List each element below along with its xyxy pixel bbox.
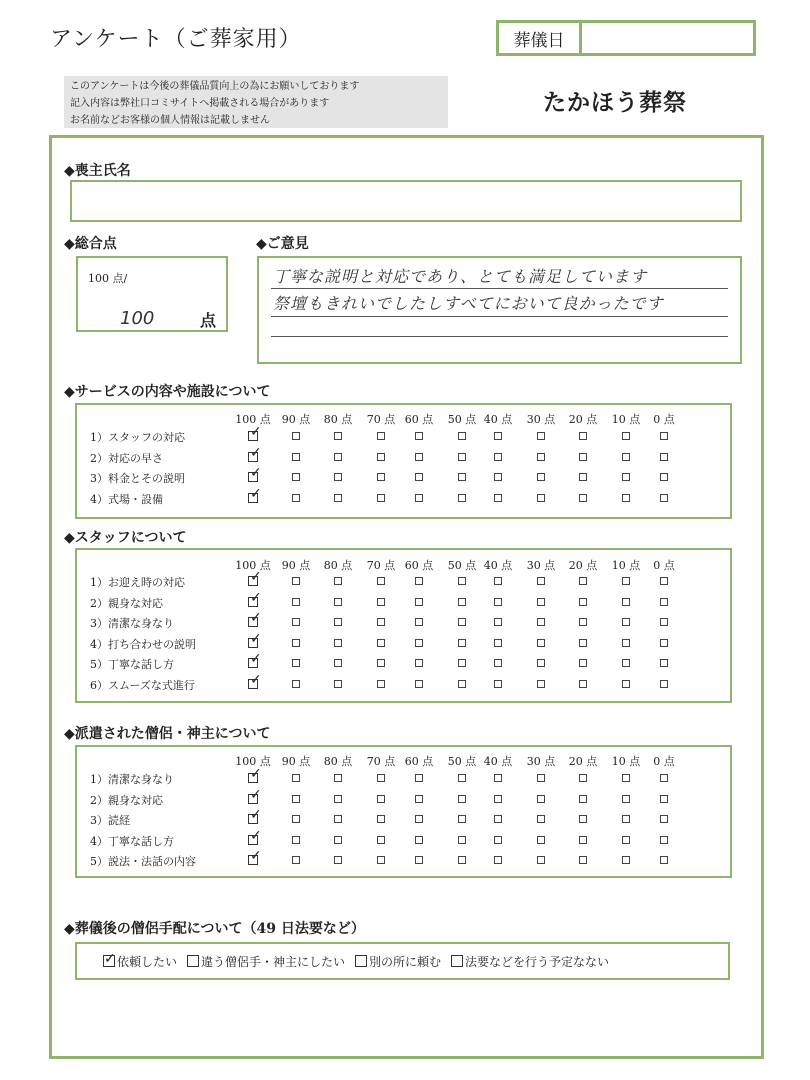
rating-checkbox[interactable] <box>458 836 466 844</box>
rating-checkbox[interactable] <box>377 659 385 667</box>
check-mark-icon: ✓ <box>250 610 262 626</box>
option-checkbox[interactable] <box>187 955 199 967</box>
rating-checkbox[interactable] <box>415 577 423 585</box>
rating-checkbox[interactable] <box>415 795 423 803</box>
rating-checkbox[interactable] <box>415 774 423 782</box>
total-score-box <box>76 256 228 332</box>
rating-checkbox[interactable] <box>292 432 300 440</box>
total-score-label: ◆総合点 <box>64 236 117 252</box>
rating-checkbox[interactable] <box>494 856 502 864</box>
option-label: 依頼したい <box>117 954 178 969</box>
rating-checkbox[interactable] <box>579 680 587 688</box>
rating-checkbox[interactable] <box>458 598 466 606</box>
rating-checkbox[interactable] <box>377 639 385 647</box>
rating-checkbox[interactable] <box>622 432 630 440</box>
rating-checkbox[interactable] <box>537 577 545 585</box>
rating-checkbox[interactable] <box>415 639 423 647</box>
rating-checkbox[interactable] <box>377 453 385 461</box>
rating-checkbox[interactable] <box>494 836 502 844</box>
check-mark-icon: ✓ <box>250 589 262 606</box>
scale-header: 70 点 <box>366 755 396 768</box>
rating-item-label: 1）清潔な身なり <box>90 773 174 786</box>
rating-checkbox[interactable] <box>537 494 545 502</box>
check-mark-icon: ✓ <box>250 424 262 440</box>
rating-checkbox[interactable] <box>334 639 342 647</box>
rating-checkbox[interactable] <box>622 856 630 864</box>
rating-checkbox[interactable] <box>292 494 300 502</box>
rating-checkbox[interactable] <box>494 659 502 667</box>
rating-checkbox[interactable] <box>458 473 466 481</box>
check-mark-icon: ✓ <box>250 807 262 823</box>
rating-checkbox[interactable] <box>579 836 587 844</box>
rating-item-label: 3）料金とその説明 <box>90 472 185 485</box>
check-mark-icon: ✓ <box>104 951 116 967</box>
option-checkbox[interactable] <box>103 951 116 967</box>
rating-checkbox[interactable] <box>494 598 502 606</box>
rating-checkbox[interactable] <box>537 659 545 667</box>
rating-checkbox[interactable] <box>622 494 630 502</box>
rating-checkbox[interactable] <box>292 856 300 864</box>
rating-checkbox[interactable] <box>494 815 502 823</box>
rating-checkbox[interactable] <box>537 618 545 626</box>
option-label: 別の所に頼む <box>369 954 442 969</box>
rating-checkbox[interactable] <box>579 473 587 481</box>
funeral-date-value[interactable] <box>582 23 753 53</box>
rating-checkbox[interactable] <box>579 659 587 667</box>
rating-item-label: 6）スムーズな式進行 <box>90 678 195 692</box>
rating-checkbox[interactable] <box>292 453 300 461</box>
section-title: ◆スタッフについて <box>64 530 187 546</box>
rating-checkbox[interactable] <box>622 774 630 782</box>
scale-header: 0 点 <box>653 413 675 426</box>
rating-item-label: 4）式場・設備 <box>90 492 163 506</box>
rating-checkbox[interactable] <box>458 639 466 647</box>
rating-checkbox[interactable] <box>579 774 587 782</box>
scale-header: 50 点 <box>447 755 477 768</box>
check-mark-icon: ✓ <box>250 671 262 688</box>
rating-item-label: 4）打ち合わせの説明 <box>90 637 196 651</box>
rating-checkbox[interactable] <box>415 618 423 626</box>
scale-header: 30 点 <box>526 413 556 426</box>
rating-checkbox[interactable] <box>334 473 342 481</box>
notice-line: お名前などお客様の個人情報は記載しません <box>70 115 270 126</box>
rating-checkbox[interactable] <box>458 795 466 803</box>
rating-checkbox[interactable] <box>292 815 300 823</box>
rating-checkbox[interactable] <box>458 494 466 502</box>
rating-checkbox[interactable] <box>494 432 502 440</box>
rating-checkbox[interactable] <box>494 494 502 502</box>
rating-checkbox[interactable] <box>660 453 668 461</box>
rating-checkbox[interactable] <box>494 577 502 585</box>
rating-checkbox[interactable] <box>334 598 342 606</box>
total-score-unit: 点 <box>200 311 217 330</box>
rating-checkbox[interactable] <box>660 639 668 647</box>
rating-checkbox[interactable] <box>458 432 466 440</box>
rating-checkbox[interactable] <box>622 618 630 626</box>
rating-checkbox[interactable] <box>579 432 587 440</box>
scale-header: 70 点 <box>366 559 396 572</box>
rating-checkbox[interactable] <box>377 836 385 844</box>
rating-checkbox[interactable] <box>537 856 545 864</box>
rating-checkbox[interactable] <box>660 856 668 864</box>
after-funeral-title: ◆葬儀後の僧侶手配について（49 日法要など） <box>64 921 365 937</box>
rating-checkbox[interactable] <box>292 836 300 844</box>
rating-item-label: 4）丁寧な話し方 <box>90 834 174 848</box>
rating-checkbox[interactable] <box>660 659 668 667</box>
rating-checkbox[interactable] <box>660 598 668 606</box>
rating-item-label: 1）お迎え時の対応 <box>90 576 185 589</box>
rating-checkbox[interactable] <box>579 598 587 606</box>
rating-checkbox[interactable] <box>537 473 545 481</box>
rating-checkbox[interactable] <box>660 815 668 823</box>
rating-checkbox[interactable] <box>334 494 342 502</box>
rating-checkbox[interactable] <box>622 815 630 823</box>
rating-checkbox[interactable] <box>494 680 502 688</box>
rating-checkbox[interactable] <box>415 815 423 823</box>
section-title: ◆派遣された僧侶・神主について <box>64 726 271 742</box>
notice-line: 記入内容は弊社口コミサイトへ掲載される場合があります <box>70 98 330 109</box>
scale-header: 50 点 <box>447 413 477 426</box>
rating-checkbox[interactable] <box>660 432 668 440</box>
rating-checkbox[interactable] <box>579 453 587 461</box>
rating-checkbox[interactable] <box>622 473 630 481</box>
opinion-rule <box>271 336 728 337</box>
rating-checkbox[interactable] <box>377 774 385 782</box>
rating-checkbox[interactable] <box>415 473 423 481</box>
scale-header: 90 点 <box>281 755 311 768</box>
rating-checkbox[interactable] <box>458 618 466 626</box>
rating-checkbox[interactable] <box>415 856 423 864</box>
scale-header: 30 点 <box>526 559 556 572</box>
rating-checkbox[interactable] <box>622 659 630 667</box>
rating-checkbox[interactable] <box>660 473 668 481</box>
rating-checkbox[interactable] <box>292 639 300 647</box>
check-mark-icon: ✓ <box>250 848 262 864</box>
rating-checkbox[interactable] <box>622 639 630 647</box>
scale-header: 70 点 <box>366 413 396 426</box>
rating-checkbox[interactable] <box>377 473 385 481</box>
rating-checkbox[interactable] <box>537 836 545 844</box>
rating-checkbox[interactable] <box>537 453 545 461</box>
scale-header: 100 点 <box>235 755 271 768</box>
check-mark-icon: ✓ <box>250 569 262 585</box>
mourner-name-field[interactable] <box>70 180 742 222</box>
scale-header: 80 点 <box>323 559 353 572</box>
rating-checkbox[interactable] <box>494 473 502 481</box>
rating-checkbox[interactable] <box>334 659 342 667</box>
rating-checkbox[interactable] <box>537 639 545 647</box>
rating-checkbox[interactable] <box>334 680 342 688</box>
opinion-rule <box>271 316 728 317</box>
rating-checkbox[interactable] <box>334 618 342 626</box>
rating-checkbox[interactable] <box>660 618 668 626</box>
rating-checkbox[interactable] <box>579 618 587 626</box>
rating-checkbox[interactable] <box>377 432 385 440</box>
scale-header: 90 点 <box>281 559 311 572</box>
rating-item-label: 5）説法・法話の内容 <box>90 855 196 868</box>
scale-header: 20 点 <box>568 755 598 768</box>
rating-checkbox[interactable] <box>292 680 300 688</box>
rating-checkbox[interactable] <box>660 680 668 688</box>
rating-checkbox[interactable] <box>334 577 342 585</box>
rating-checkbox[interactable] <box>494 453 502 461</box>
option-label: 違う僧侶手・神主にしたい <box>201 954 346 969</box>
after-funeral-options <box>75 942 730 980</box>
rating-checkbox[interactable] <box>292 598 300 606</box>
scale-header: 100 点 <box>235 559 271 572</box>
scale-header: 40 点 <box>483 559 513 572</box>
scale-header: 10 点 <box>611 559 641 572</box>
rating-checkbox[interactable] <box>334 836 342 844</box>
rating-checkbox[interactable] <box>377 494 385 502</box>
rating-checkbox[interactable] <box>458 856 466 864</box>
rating-checkbox[interactable] <box>377 577 385 585</box>
total-score-value[interactable]: 100 <box>120 308 155 329</box>
form-title: アンケート（ご葬家用） <box>50 27 302 52</box>
rating-checkbox[interactable] <box>622 680 630 688</box>
scale-header: 60 点 <box>404 559 434 572</box>
scale-header: 90 点 <box>281 413 311 426</box>
funeral-date-label: 葬儀日 <box>499 23 582 53</box>
rating-checkbox[interactable] <box>537 815 545 823</box>
opinion-text-line: 祭壇もきれいでしたしすべてにおいて良かったです <box>273 294 664 313</box>
scale-header: 40 点 <box>483 755 513 768</box>
rating-checkbox[interactable] <box>415 453 423 461</box>
opinion-label: ◆ご意見 <box>256 236 309 252</box>
scale-header: 30 点 <box>526 755 556 768</box>
option-checkbox[interactable] <box>355 955 367 967</box>
rating-checkbox[interactable] <box>415 659 423 667</box>
rating-item-label: 3）読経 <box>90 814 130 827</box>
rating-checkbox[interactable] <box>377 598 385 606</box>
scale-header: 20 点 <box>568 413 598 426</box>
opinion-text-line: 丁寧な説明と対応であり、とても満足しています <box>273 267 648 286</box>
rating-checkbox[interactable] <box>494 639 502 647</box>
check-mark-icon: ✓ <box>250 766 262 782</box>
rating-checkbox[interactable] <box>537 598 545 606</box>
check-mark-icon: ✓ <box>250 465 262 481</box>
rating-item-label: 3）清潔な身なり <box>90 617 174 630</box>
rating-item-label: 2）親身な対応 <box>90 793 163 807</box>
rating-checkbox[interactable] <box>334 856 342 864</box>
rating-checkbox[interactable] <box>660 494 668 502</box>
option-other-place[interactable] <box>355 953 441 970</box>
rating-checkbox[interactable] <box>660 774 668 782</box>
rating-checkbox[interactable] <box>334 453 342 461</box>
mourner-label: ◆喪主氏名 <box>64 163 131 179</box>
rating-checkbox[interactable] <box>415 432 423 440</box>
rating-checkbox[interactable] <box>579 795 587 803</box>
funeral-date-box <box>496 20 756 56</box>
rating-checkbox[interactable] <box>660 577 668 585</box>
rating-checkbox[interactable] <box>622 577 630 585</box>
rating-checkbox[interactable] <box>622 598 630 606</box>
rating-checkbox[interactable] <box>579 856 587 864</box>
rating-checkbox[interactable] <box>458 774 466 782</box>
rating-checkbox[interactable] <box>579 815 587 823</box>
opinion-rule <box>271 288 728 289</box>
rating-checkbox[interactable] <box>458 577 466 585</box>
rating-checkbox[interactable] <box>334 774 342 782</box>
scale-header: 0 点 <box>653 559 675 572</box>
notice-line: このアンケートは今後の葬儀品質向上の為にお願いしております <box>70 81 360 92</box>
check-mark-icon: ✓ <box>250 485 262 502</box>
rating-checkbox[interactable] <box>377 856 385 864</box>
rating-checkbox[interactable] <box>622 795 630 803</box>
option-no-plan[interactable] <box>451 953 609 970</box>
rating-checkbox[interactable] <box>622 836 630 844</box>
rating-checkbox[interactable] <box>458 815 466 823</box>
scale-header: 0 点 <box>653 755 675 768</box>
rating-item-label: 1）スタッフの対応 <box>90 431 185 444</box>
check-mark-icon: ✓ <box>250 444 262 461</box>
rating-checkbox[interactable] <box>537 774 545 782</box>
scale-header: 50 点 <box>447 559 477 572</box>
rating-checkbox[interactable] <box>579 639 587 647</box>
rating-checkbox[interactable] <box>415 836 423 844</box>
rating-checkbox[interactable] <box>622 453 630 461</box>
rating-checkbox[interactable] <box>458 453 466 461</box>
rating-checkbox[interactable] <box>377 680 385 688</box>
rating-checkbox[interactable] <box>415 494 423 502</box>
check-mark-icon: ✓ <box>250 651 262 667</box>
option-different-priest[interactable] <box>187 953 345 970</box>
rating-checkbox[interactable] <box>292 473 300 481</box>
rating-checkbox[interactable] <box>377 618 385 626</box>
rating-checkbox[interactable] <box>377 815 385 823</box>
check-mark-icon: ✓ <box>250 786 262 803</box>
rating-checkbox[interactable] <box>334 815 342 823</box>
scale-header: 80 点 <box>323 413 353 426</box>
rating-checkbox[interactable] <box>660 836 668 844</box>
option-request[interactable] <box>103 953 177 970</box>
rating-checkbox[interactable] <box>292 659 300 667</box>
rating-item-label: 2）対応の早さ <box>90 451 163 465</box>
rating-item-label: 5）丁寧な話し方 <box>90 658 174 671</box>
rating-checkbox[interactable] <box>579 577 587 585</box>
rating-checkbox[interactable] <box>537 795 545 803</box>
section-title: ◆サービスの内容や施設について <box>64 384 271 400</box>
check-mark-icon: ✓ <box>250 827 262 844</box>
rating-checkbox[interactable] <box>292 795 300 803</box>
rating-checkbox[interactable] <box>537 680 545 688</box>
scale-header: 100 点 <box>235 413 271 426</box>
rating-checkbox[interactable] <box>292 577 300 585</box>
scale-header: 10 点 <box>611 755 641 768</box>
rating-checkbox[interactable] <box>292 618 300 626</box>
rating-checkbox[interactable] <box>377 795 385 803</box>
rating-checkbox[interactable] <box>334 432 342 440</box>
rating-checkbox[interactable] <box>458 659 466 667</box>
rating-checkbox[interactable] <box>415 598 423 606</box>
scale-header: 40 点 <box>483 413 513 426</box>
company-name: たかほう葬祭 <box>543 89 687 116</box>
option-label: 法要などを行う予定なない <box>465 954 610 969</box>
scale-header: 80 点 <box>323 755 353 768</box>
rating-checkbox[interactable] <box>494 795 502 803</box>
scale-header: 20 点 <box>568 559 598 572</box>
scale-header: 60 点 <box>404 755 434 768</box>
scale-header: 60 点 <box>404 413 434 426</box>
rating-checkbox[interactable] <box>579 494 587 502</box>
notice-box <box>64 76 448 128</box>
rating-checkbox[interactable] <box>415 680 423 688</box>
rating-checkbox[interactable] <box>292 774 300 782</box>
rating-checkbox[interactable] <box>537 432 545 440</box>
total-score-max: 100 点/ <box>88 272 128 285</box>
rating-checkbox[interactable] <box>494 618 502 626</box>
rating-checkbox[interactable] <box>660 795 668 803</box>
rating-checkbox[interactable] <box>334 795 342 803</box>
rating-checkbox[interactable] <box>458 680 466 688</box>
opinion-box[interactable] <box>257 256 742 364</box>
check-mark-icon: ✓ <box>250 630 262 647</box>
rating-checkbox[interactable] <box>494 774 502 782</box>
scale-header: 10 点 <box>611 413 641 426</box>
option-checkbox[interactable] <box>451 955 463 967</box>
rating-item-label: 2）親身な対応 <box>90 596 163 610</box>
